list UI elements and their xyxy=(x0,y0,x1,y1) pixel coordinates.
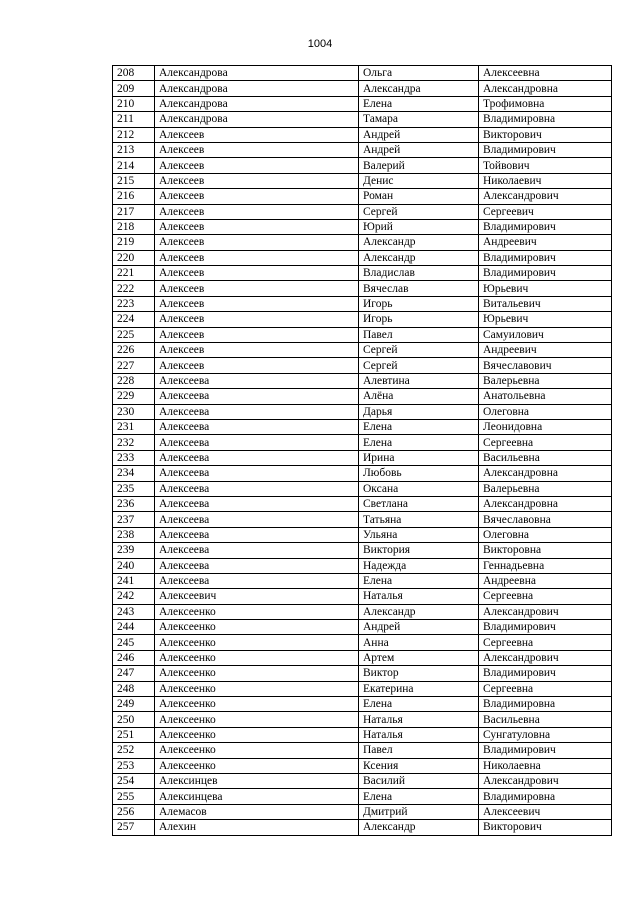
table-row xyxy=(113,404,612,419)
table-row xyxy=(113,527,612,542)
row-number-cell: 242 xyxy=(113,589,155,604)
first-name-cell: Любовь xyxy=(359,466,479,481)
row-number-cell: 238 xyxy=(113,527,155,542)
patronymic-cell: Сергеевна xyxy=(479,681,612,696)
row-number-cell: 246 xyxy=(113,650,155,665)
row-number-cell: 236 xyxy=(113,496,155,511)
row-number-cell: 256 xyxy=(113,804,155,819)
first-name-cell: Сергей xyxy=(359,204,479,219)
first-name-cell: Надежда xyxy=(359,558,479,573)
patronymic-cell: Валерьевна xyxy=(479,481,612,496)
last-name-cell: Алексеев xyxy=(155,219,359,234)
roster-table xyxy=(112,65,612,836)
last-name-cell: Алексеева xyxy=(155,466,359,481)
last-name-cell: Алексеев xyxy=(155,235,359,250)
row-number-cell: 253 xyxy=(113,758,155,773)
patronymic-cell: Олеговна xyxy=(479,404,612,419)
table-row xyxy=(113,158,612,173)
first-name-cell: Ульяна xyxy=(359,527,479,542)
row-number-cell: 249 xyxy=(113,697,155,712)
last-name-cell: Алексеева xyxy=(155,573,359,588)
table-row xyxy=(113,219,612,234)
table-row xyxy=(113,296,612,311)
last-name-cell: Александрова xyxy=(155,96,359,111)
table-row xyxy=(113,281,612,296)
patronymic-cell: Владимирович xyxy=(479,620,612,635)
last-name-cell: Алексеев xyxy=(155,327,359,342)
first-name-cell: Виктория xyxy=(359,543,479,558)
last-name-cell: Алексеева xyxy=(155,389,359,404)
last-name-cell: Алексеева xyxy=(155,558,359,573)
row-number-cell: 221 xyxy=(113,266,155,281)
last-name-cell: Алексеев xyxy=(155,127,359,142)
row-number-cell: 233 xyxy=(113,450,155,465)
patronymic-cell: Сергеевна xyxy=(479,635,612,650)
first-name-cell: Елена xyxy=(359,435,479,450)
row-number-cell: 230 xyxy=(113,404,155,419)
first-name-cell: Александр xyxy=(359,604,479,619)
patronymic-cell: Олеговна xyxy=(479,527,612,542)
patronymic-cell: Владимирович xyxy=(479,743,612,758)
first-name-cell: Алёна xyxy=(359,389,479,404)
last-name-cell: Алексеенко xyxy=(155,666,359,681)
row-number-cell: 217 xyxy=(113,204,155,219)
row-number-cell: 247 xyxy=(113,666,155,681)
first-name-cell: Сергей xyxy=(359,343,479,358)
patronymic-cell: Александровна xyxy=(479,496,612,511)
patronymic-cell: Владимировна xyxy=(479,697,612,712)
row-number-cell: 244 xyxy=(113,620,155,635)
table-row xyxy=(113,266,612,281)
row-number-cell: 210 xyxy=(113,96,155,111)
row-number-cell: 250 xyxy=(113,712,155,727)
table-row xyxy=(113,820,612,835)
last-name-cell: Алексеева xyxy=(155,419,359,434)
row-number-cell: 218 xyxy=(113,219,155,234)
last-name-cell: Алексинцева xyxy=(155,789,359,804)
patronymic-cell: Владимирович xyxy=(479,219,612,234)
table-row xyxy=(113,543,612,558)
last-name-cell: Алексеев xyxy=(155,142,359,157)
table-row xyxy=(113,435,612,450)
row-number-cell: 213 xyxy=(113,142,155,157)
table-row xyxy=(113,112,612,127)
patronymic-cell: Андреевич xyxy=(479,235,612,250)
row-number-cell: 248 xyxy=(113,681,155,696)
table-row xyxy=(113,81,612,96)
first-name-cell: Вячеслав xyxy=(359,281,479,296)
table-row xyxy=(113,250,612,265)
table-row xyxy=(113,496,612,511)
last-name-cell: Алексеенко xyxy=(155,681,359,696)
last-name-cell: Алексеенко xyxy=(155,712,359,727)
patronymic-cell: Андреевич xyxy=(479,343,612,358)
last-name-cell: Алексеева xyxy=(155,481,359,496)
row-number-cell: 220 xyxy=(113,250,155,265)
table-row xyxy=(113,666,612,681)
row-number-cell: 251 xyxy=(113,727,155,742)
patronymic-cell: Сергеевна xyxy=(479,589,612,604)
last-name-cell: Алехин xyxy=(155,820,359,835)
last-name-cell: Алексеенко xyxy=(155,758,359,773)
last-name-cell: Алексеев xyxy=(155,189,359,204)
table-row xyxy=(113,789,612,804)
page-number: 1004 xyxy=(307,38,333,50)
table-row xyxy=(113,189,612,204)
patronymic-cell: Сергеевич xyxy=(479,204,612,219)
last-name-cell: Алексеенко xyxy=(155,620,359,635)
table-row xyxy=(113,604,612,619)
patronymic-cell: Николаевич xyxy=(479,173,612,188)
patronymic-cell: Александровна xyxy=(479,466,612,481)
table-row xyxy=(113,312,612,327)
patronymic-cell: Алексеевич xyxy=(479,804,612,819)
first-name-cell: Ксения xyxy=(359,758,479,773)
last-name-cell: Алексеева xyxy=(155,543,359,558)
first-name-cell: Юрий xyxy=(359,219,479,234)
first-name-cell: Денис xyxy=(359,173,479,188)
first-name-cell: Виктор xyxy=(359,666,479,681)
first-name-cell: Александр xyxy=(359,820,479,835)
patronymic-cell: Васильевна xyxy=(479,450,612,465)
table-row xyxy=(113,635,612,650)
last-name-cell: Алексеев xyxy=(155,173,359,188)
last-name-cell: Алексеева xyxy=(155,450,359,465)
patronymic-cell: Александровна xyxy=(479,81,612,96)
row-number-cell: 241 xyxy=(113,573,155,588)
first-name-cell: Тамара xyxy=(359,112,479,127)
row-number-cell: 254 xyxy=(113,773,155,788)
row-number-cell: 225 xyxy=(113,327,155,342)
patronymic-cell: Леонидовна xyxy=(479,419,612,434)
patronymic-cell: Андреевна xyxy=(479,573,612,588)
last-name-cell: Алексеева xyxy=(155,496,359,511)
patronymic-cell: Александрович xyxy=(479,604,612,619)
last-name-cell: Алексеева xyxy=(155,527,359,542)
row-number-cell: 214 xyxy=(113,158,155,173)
row-number-cell: 240 xyxy=(113,558,155,573)
last-name-cell: Алексеенко xyxy=(155,635,359,650)
patronymic-cell: Витальевич xyxy=(479,296,612,311)
first-name-cell: Наталья xyxy=(359,589,479,604)
last-name-cell: Алексеенко xyxy=(155,697,359,712)
row-number-cell: 232 xyxy=(113,435,155,450)
last-name-cell: Алексеева xyxy=(155,435,359,450)
table-row xyxy=(113,481,612,496)
table-row xyxy=(113,466,612,481)
last-name-cell: Алексеев xyxy=(155,158,359,173)
row-number-cell: 216 xyxy=(113,189,155,204)
table-row xyxy=(113,650,612,665)
patronymic-cell: Александрович xyxy=(479,773,612,788)
row-number-cell: 219 xyxy=(113,235,155,250)
last-name-cell: Алексеев xyxy=(155,204,359,219)
patronymic-cell: Николаевна xyxy=(479,758,612,773)
first-name-cell: Оксана xyxy=(359,481,479,496)
patronymic-cell: Викторович xyxy=(479,127,612,142)
table-row xyxy=(113,96,612,111)
first-name-cell: Артем xyxy=(359,650,479,665)
first-name-cell: Андрей xyxy=(359,127,479,142)
last-name-cell: Александрова xyxy=(155,81,359,96)
table-row xyxy=(113,327,612,342)
patronymic-cell: Александрович xyxy=(479,189,612,204)
last-name-cell: Алексеев xyxy=(155,296,359,311)
first-name-cell: Алевтина xyxy=(359,373,479,388)
patronymic-cell: Викторовна xyxy=(479,543,612,558)
last-name-cell: Алексеев xyxy=(155,281,359,296)
table-row xyxy=(113,558,612,573)
last-name-cell: Алексеева xyxy=(155,512,359,527)
row-number-cell: 212 xyxy=(113,127,155,142)
row-number-cell: 255 xyxy=(113,789,155,804)
table-row xyxy=(113,589,612,604)
row-number-cell: 211 xyxy=(113,112,155,127)
row-number-cell: 208 xyxy=(113,66,155,81)
last-name-cell: Алексеев xyxy=(155,312,359,327)
patronymic-cell: Владимировна xyxy=(479,112,612,127)
table-row xyxy=(113,512,612,527)
table-row xyxy=(113,727,612,742)
patronymic-cell: Вячеславович xyxy=(479,358,612,373)
table-row xyxy=(113,743,612,758)
last-name-cell: Алексеев xyxy=(155,343,359,358)
patronymic-cell: Вячеславовна xyxy=(479,512,612,527)
table-row xyxy=(113,343,612,358)
last-name-cell: Алексеева xyxy=(155,373,359,388)
patronymic-cell: Самуилович xyxy=(479,327,612,342)
last-name-cell: Александрова xyxy=(155,112,359,127)
patronymic-cell: Анатольевна xyxy=(479,389,612,404)
first-name-cell: Сергей xyxy=(359,358,479,373)
first-name-cell: Ольга xyxy=(359,66,479,81)
table-row xyxy=(113,389,612,404)
table-row xyxy=(113,573,612,588)
first-name-cell: Андрей xyxy=(359,620,479,635)
patronymic-cell: Геннадьевна xyxy=(479,558,612,573)
first-name-cell: Василий xyxy=(359,773,479,788)
last-name-cell: Алексеев xyxy=(155,266,359,281)
patronymic-cell: Алексеевна xyxy=(479,66,612,81)
first-name-cell: Светлана xyxy=(359,496,479,511)
table-row xyxy=(113,712,612,727)
last-name-cell: Александрова xyxy=(155,66,359,81)
patronymic-cell: Викторович xyxy=(479,820,612,835)
table-row xyxy=(113,681,612,696)
table-row xyxy=(113,66,612,81)
first-name-cell: Павел xyxy=(359,743,479,758)
roster-table-body xyxy=(113,66,612,836)
table-row xyxy=(113,142,612,157)
first-name-cell: Елена xyxy=(359,96,479,111)
row-number-cell: 237 xyxy=(113,512,155,527)
table-row xyxy=(113,773,612,788)
first-name-cell: Елена xyxy=(359,697,479,712)
row-number-cell: 243 xyxy=(113,604,155,619)
patronymic-cell: Юрьевич xyxy=(479,312,612,327)
row-number-cell: 231 xyxy=(113,419,155,434)
row-number-cell: 229 xyxy=(113,389,155,404)
first-name-cell: Андрей xyxy=(359,142,479,157)
patronymic-cell: Сергеевна xyxy=(479,435,612,450)
last-name-cell: Алексинцев xyxy=(155,773,359,788)
patronymic-cell: Тойвович xyxy=(479,158,612,173)
first-name-cell: Ирина xyxy=(359,450,479,465)
table-row xyxy=(113,450,612,465)
patronymic-cell: Владимирович xyxy=(479,250,612,265)
last-name-cell: Алексеенко xyxy=(155,604,359,619)
last-name-cell: Алексеенко xyxy=(155,743,359,758)
first-name-cell: Александр xyxy=(359,235,479,250)
patronymic-cell: Валерьевна xyxy=(479,373,612,388)
first-name-cell: Елена xyxy=(359,789,479,804)
row-number-cell: 209 xyxy=(113,81,155,96)
patronymic-cell: Владимирович xyxy=(479,266,612,281)
row-number-cell: 239 xyxy=(113,543,155,558)
patronymic-cell: Васильевна xyxy=(479,712,612,727)
table-row xyxy=(113,235,612,250)
row-number-cell: 234 xyxy=(113,466,155,481)
patronymic-cell: Владимирович xyxy=(479,142,612,157)
last-name-cell: Алексеев xyxy=(155,358,359,373)
row-number-cell: 235 xyxy=(113,481,155,496)
first-name-cell: Роман xyxy=(359,189,479,204)
row-number-cell: 226 xyxy=(113,343,155,358)
first-name-cell: Александр xyxy=(359,250,479,265)
first-name-cell: Анна xyxy=(359,635,479,650)
first-name-cell: Екатерина xyxy=(359,681,479,696)
first-name-cell: Дмитрий xyxy=(359,804,479,819)
first-name-cell: Валерий xyxy=(359,158,479,173)
first-name-cell: Владислав xyxy=(359,266,479,281)
row-number-cell: 224 xyxy=(113,312,155,327)
table-row xyxy=(113,173,612,188)
table-row xyxy=(113,758,612,773)
first-name-cell: Дарья xyxy=(359,404,479,419)
row-number-cell: 252 xyxy=(113,743,155,758)
patronymic-cell: Владимировна xyxy=(479,789,612,804)
table-row xyxy=(113,620,612,635)
table-row xyxy=(113,419,612,434)
first-name-cell: Елена xyxy=(359,419,479,434)
patronymic-cell: Юрьевич xyxy=(479,281,612,296)
first-name-cell: Игорь xyxy=(359,296,479,311)
last-name-cell: Алексеевич xyxy=(155,589,359,604)
row-number-cell: 222 xyxy=(113,281,155,296)
table-row xyxy=(113,373,612,388)
first-name-cell: Игорь xyxy=(359,312,479,327)
last-name-cell: Алексеев xyxy=(155,250,359,265)
first-name-cell: Александра xyxy=(359,81,479,96)
patronymic-cell: Владимирович xyxy=(479,666,612,681)
patronymic-cell: Трофимовна xyxy=(479,96,612,111)
first-name-cell: Павел xyxy=(359,327,479,342)
last-name-cell: Алексеева xyxy=(155,404,359,419)
first-name-cell: Татьяна xyxy=(359,512,479,527)
table-row xyxy=(113,804,612,819)
first-name-cell: Елена xyxy=(359,573,479,588)
last-name-cell: Алемасов xyxy=(155,804,359,819)
row-number-cell: 227 xyxy=(113,358,155,373)
first-name-cell: Наталья xyxy=(359,727,479,742)
row-number-cell: 223 xyxy=(113,296,155,311)
row-number-cell: 245 xyxy=(113,635,155,650)
table-row xyxy=(113,127,612,142)
table-row xyxy=(113,697,612,712)
table-row xyxy=(113,358,612,373)
row-number-cell: 228 xyxy=(113,373,155,388)
row-number-cell: 257 xyxy=(113,820,155,835)
first-name-cell: Наталья xyxy=(359,712,479,727)
table-row xyxy=(113,204,612,219)
last-name-cell: Алексеенко xyxy=(155,727,359,742)
patronymic-cell: Александрович xyxy=(479,650,612,665)
last-name-cell: Алексеенко xyxy=(155,650,359,665)
patronymic-cell: Сунгатуловна xyxy=(479,727,612,742)
row-number-cell: 215 xyxy=(113,173,155,188)
